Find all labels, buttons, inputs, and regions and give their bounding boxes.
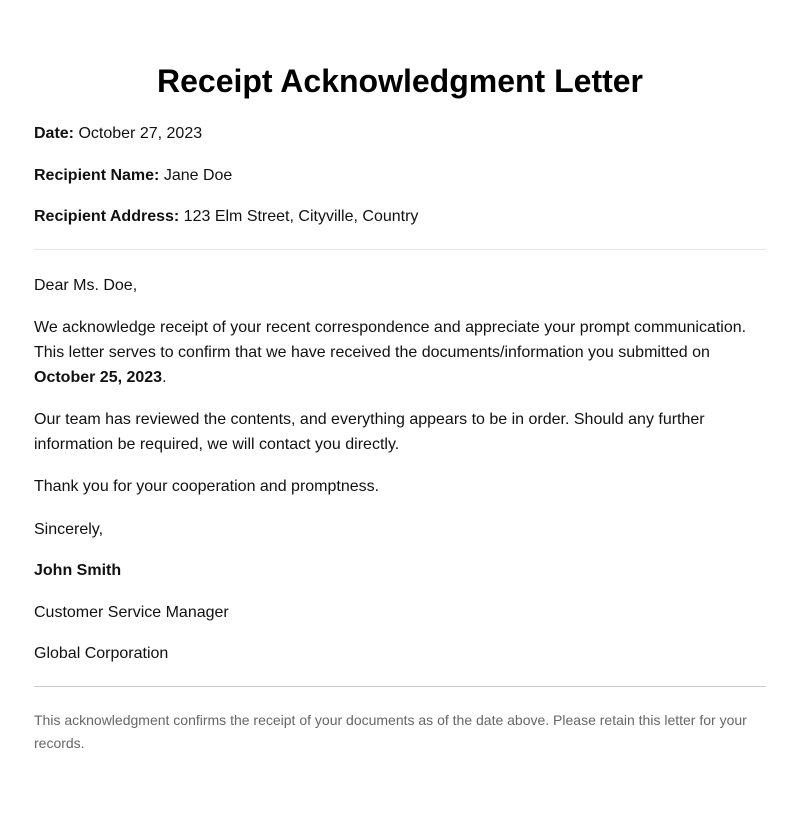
body-paragraph-3: Thank you for your cooperation and promptness. bbox=[34, 477, 380, 495]
recipient-address-label: Recipient Address: bbox=[34, 208, 180, 225]
closing: Sincerely, bbox=[34, 520, 104, 538]
page-title: Receipt Acknowledgment Letter bbox=[156, 63, 643, 99]
letter-meta bbox=[34, 124, 766, 227]
date-row bbox=[34, 124, 766, 144]
recipient-name-value: Jane Doe bbox=[163, 166, 233, 184]
footer-note: This acknowledgment confirms the receipt of your documents as of the date above. Please retain this letter for your records. bbox=[34, 711, 747, 751]
body-paragraph-1-end: . bbox=[162, 368, 167, 386]
signer-position: Customer Service Manager bbox=[34, 603, 229, 621]
salutation: Dear Ms. Doe, bbox=[34, 276, 138, 294]
body-paragraph-1 bbox=[34, 315, 766, 390]
signer-company: Global Corporation bbox=[34, 645, 169, 662]
letter-body bbox=[34, 273, 766, 499]
footer-divider bbox=[34, 686, 766, 687]
recipient-name-row bbox=[34, 166, 766, 186]
body-paragraph-2: Our team has reviewed the contents, and everything appears to be in order. Should any further information be required, we will contact you directly. bbox=[34, 410, 705, 453]
signature-block bbox=[34, 520, 766, 665]
recipient-address-value: 123 Elm Street, Cityville, Country bbox=[183, 208, 419, 225]
header-divider bbox=[34, 249, 766, 250]
recipient-name-label: Recipient Name: bbox=[34, 166, 160, 184]
signer-name: John Smith bbox=[34, 562, 122, 579]
date-value: October 27, 2023 bbox=[78, 125, 203, 142]
body-paragraph-1-text: We acknowledge receipt of your recent correspondence and appreciate your prompt communication. This letter serves to confirm that we have received the documents/information you submitted on bbox=[34, 318, 747, 361]
date-label: Date: bbox=[34, 125, 75, 142]
recipient-address-row bbox=[34, 207, 766, 227]
submission-date: October 25, 2023 bbox=[34, 368, 163, 386]
